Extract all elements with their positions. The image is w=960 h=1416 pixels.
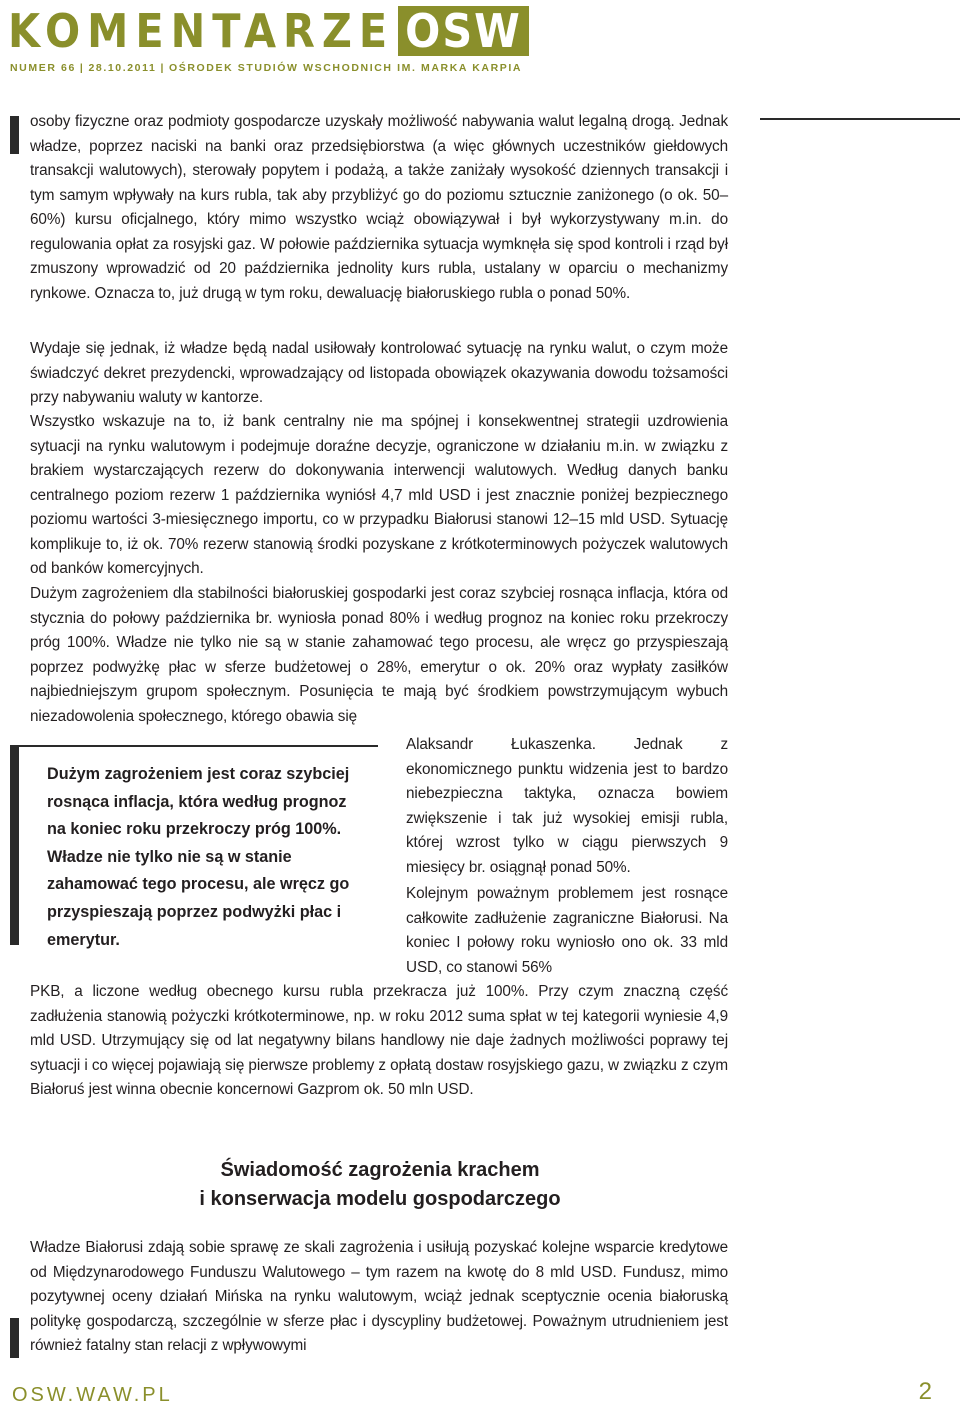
issue-date: 28.10.2011	[88, 62, 157, 74]
section-heading-line-2: i konserwacja modelu gospodarczego	[199, 1188, 561, 1210]
publication-logo	[8, 6, 529, 56]
left-accent-bar	[10, 116, 19, 154]
issue-line: NUMER 66 | 28.10.2011 | OŚRODEK STUDIÓW WSCHODNICH IM. MARKA KARPIA	[10, 62, 523, 74]
right-accent-rule	[760, 118, 960, 120]
issue-number: NUMER 66	[10, 62, 76, 74]
paragraph-4: Dużym zagrożeniem dla stabilności białoruskiej gospodarki jest coraz szybciej rosnąca inflacja, która od stycznia do połowy października br. wyniosła ponad 80% i według prognoz na koniec roku przekroczy próg 100%. Władze nie tylko nie są w stanie zahamować tego procesu, ale wręcz go przyspieszają poprzez podwyżkę płac w sferze budżetowej o 28%, emerytur o ok. 20% oraz wypłaty zasiłków najbiedniejszym grupom społecznym. Posunięcia te mają być środkiem powstrzymującym wybuch niezadowolenia społecznego, którego obawia się	[30, 585, 728, 725]
pull-quote-text: Dużym zagrożeniem jest coraz szybciej rosnąca inflacja, która według prognoz na koniec roku przekroczy próg 100%. Władze nie tylko nie są w stanie zahamować tego procesu, ale wręcz go przyspieszają poprzez podwyżki płac i emerytur.	[47, 765, 350, 949]
paragraph-3: Wszystko wskazuje na to, iż bank centralny nie ma spójnej i konsekwentnej strategii uzdrowienia sytuacji na rynku walutowym i podejmuje doraźne decyzje, ograniczone w działaniu m.in. w związku z brakiem wystarczających rezerw do dokonywania interwencji walutowych. Według danych banku centralnego poziom rezerw 1 października wyniósł 4,7 mld USD i jest znacznie poniżej bezpiecznego poziomu wartości 3-miesięcznego importu, co w przypadku Białorusi stanowi 12–15 mld USD. Sytuację komplikuje to, iż ok. 70% rezerw stanowią środki pozyskane z krótkoterminowych pożyczek walutowych od banków komercyjnych.	[30, 413, 728, 577]
bottom-accent-bar	[10, 1318, 19, 1358]
section-heading	[30, 1156, 730, 1214]
publisher-name: OŚRODEK STUDIÓW WSCHODNICH IM. MARKA KARPIA	[168, 62, 523, 74]
logo-osw: OSW	[398, 6, 529, 56]
paragraph-1: osoby fizyczne oraz podmioty gospodarcze uzyskały możliwość nabywania walut legalną drogą. Jednak władze, poprzez naciski na banki oraz przedsiębiorstwa (a więc głównych uczestników giełdowych transakcji walutowych), sterowały popytem i podażą, a także zaniżały wysokość dziennych transakcji i tym samym wpływały na kurs rubla, tak aby przybliżyć go do poziomu sztucznie zaniżonego (o ok. 50–60%) kursu oficjalnego, który mimo wszystko wciąż obowiązywał i był wykorzystywany m.in. do regulowania opłat za rosyjski gaz. W połowie października sytuacja wymknęła się spod kontroli i rząd był zmuszony wprowadzić od 20 października jednolity kurs rubla, ustalany w oparciu o mechanizmy rynkowe. Oznacza to, już drugą w tym roku, dewaluację białoruskiego rubla o ponad 50%.	[30, 113, 728, 302]
paragraph-4-continued: Alaksandr Łukaszenka. Jednak z ekonomicznego punktu widzenia jest to bardzo niebezpieczna taktyka, oznacza bowiem zwiększenie i tak już wysokiej emisji rubla, której wzrost tylko w ciągu pierwszych 9 miesięcy br. osiągnął ponad 50%.	[406, 736, 728, 876]
pull-quote-box	[10, 745, 378, 949]
footer-website: OSW.WAW.PL	[12, 1384, 173, 1406]
paragraph-5-continued: PKB, a liczone według obecnego kursu rubla przekracza już 100%. Przy czym znaczną część zadłużenia stanowią pożyczki krótkoterminowe, np. w roku 2012 suma spłat w tej kategorii wyniesie 4,9 mld USD. Utrzymujący się od lat negatywny bilans handlowy nie daje żadnych możliwości poprawy tej sytuacji i co więcej pojawiają się pierwsze problemy z opłatą dostaw rosyjskiego gazu, w związku z czym Białoruś jest winna obecnie koncernowi Gazprom ok. 50 mln USD.	[30, 983, 728, 1098]
section-heading-line-1: Świadomość zagrożenia krachem	[220, 1159, 540, 1181]
page-number: 2	[918, 1378, 932, 1405]
logo-komentarze: KOMENTARZE	[8, 4, 395, 58]
paragraph-2: Wydaje się jednak, iż władze będą nadal usiłowały kontrolować sytuację na rynku walut, o czym może świadczyć dekret prezydencki, wprowadzający od listopada obowiązek okazywania dowodu tożsamości przy nabywaniu waluty w kantorze.	[30, 340, 728, 406]
paragraph-6: Władze Białorusi zdają sobie sprawę ze skali zagrożenia i usiłują pozyskać kolejne wsparcie kredytowe od Międzynarodowego Funduszu Walutowego – tym razem na kwotę do 8 mld USD. Fundusz, mimo pozytywnej oceny działań Mińska na rynku walutowym, wciąż jednak sceptycznie ocenia białoruską politykę gospodarczą, szczególnie w sferze płac i dyscypliny budżetowej. Poważnym utrudnieniem jest również fatalny stan relacji z wpływowymi	[30, 1239, 728, 1354]
paragraph-5: Kolejnym poważnym problemem jest rosnące całkowite zadłużenie zagraniczne Białorusi. Na koniec I połowy roku wyniosło ono ok. 33 mld USD, co stanowi 56%	[406, 885, 728, 976]
